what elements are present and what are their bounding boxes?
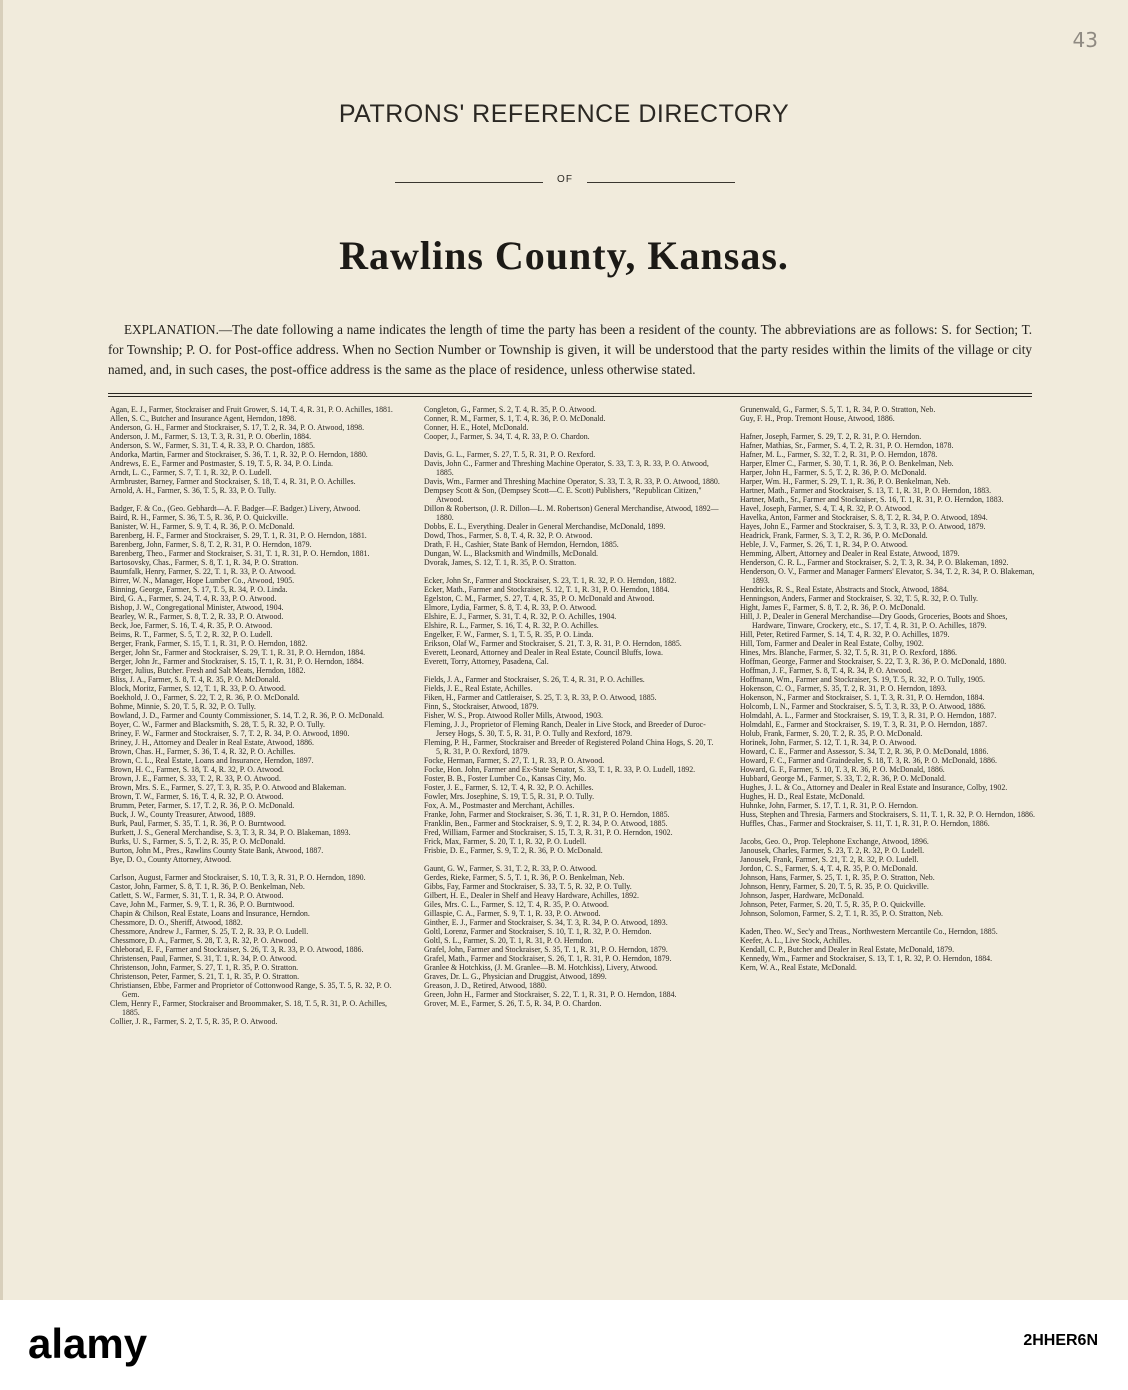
directory-entry: Hartner, Math., Sr., Farmer and Stockraiser, S. 16, T. 1, R. 31, P. O. Herndon, 1883. [740,495,1004,504]
brand-logo-text: alamy [28,1320,148,1367]
directory-entry: Holcomb, I. N., Farmer and Stockraiser, S. 5, T. 3, R. 33, P. O. Atwood, 1886. [740,702,986,711]
directory-entry: Hight, James F., Farmer, S. 8, T. 2, R. 36, P. O. McDonald. [740,603,926,612]
directory-entry: Dowd, Thos., Farmer, S. 8, T. 4, R. 32, P. O. Atwood. [424,531,593,540]
directory-column-3 [740,405,1036,1285]
directory-entry: Conner, H. E., Hotel, McDonald. [424,423,529,432]
page-title: PATRONS' REFERENCE DIRECTORY [338,100,790,128]
header-rule [108,393,1032,394]
directory-entry: Holmdahl, A. L., Farmer and Stockraiser, S. 19, T. 3, R. 31, P. O. Herndon, 1887. [740,711,997,720]
directory-entry: Andrews, E. E., Farmer and Postmaster, S. 19, T. 5, R. 34, P. O. Linda. [110,459,333,468]
directory-entry: Chapin & Chilson, Real Estate, Loans and Insurance, Herndon. [110,909,310,918]
image-code: 2HHER6N [1023,1332,1098,1349]
directory-entry: Bird, G. A., Farmer, S. 24, T. 4, R. 33, P. O. Atwood. [110,594,277,603]
directory-column-1 [110,405,406,1285]
directory-entry: Engelker, F. W., Farmer, S. 1, T. 5, R. 35, P. O. Linda. [424,630,594,639]
directory-entry: Fleming, P. H., Farmer, Stockraiser and Breeder of Registered Poland China Hogs, S. 20, T. 5, R. 31, P. O. Rexford, 1879. [424,738,714,756]
directory-entry: Kendall, C. P., Butcher and Dealer in Real Estate, McDonald, 1879. [740,945,955,954]
directory-entry: Arndt, L. C., Farmer, S. 7, T. 1, R. 32, P. O. Ludell. [110,468,272,477]
directory-entry: Andorka, Martin, Farmer and Stockraiser, S. 36, T. 1, R. 32, P. O. Herndon, 1880. [110,450,368,459]
directory-entry: Clem, Henry F., Farmer, Stockraiser and Broommaker, S. 18, T. 5, R. 31, P. O. Achilles, 1885. [110,999,387,1017]
directory-entry: Hayes, John E., Farmer and Stockraiser, S. 3, T. 3, R. 33, P. O. Atwood, 1879. [740,522,986,531]
directory-entry: Anderson, J. M., Farmer, S. 13, T. 3, R. 31, P. O. Oberlin, 1884. [110,432,312,441]
directory-entry: Christiansen, Ebbe, Farmer and Proprietor of Cottonwood Range, S. 35, T. 5, R. 32, P. O. Gem. [110,981,392,999]
directory-entry: Franklin, Ben., Farmer and Stockraiser, S. 9, T. 2, R. 34, P. O. Atwood, 1885. [424,819,668,828]
directory-entry: Graves, Dr. L. G., Physician and Druggist, Atwood, 1899. [424,972,607,981]
directory-entry: Gerdes, Rieke, Farmer, S. 5, T. 1, R. 36, P. O. Benkelman, Neb. [424,873,625,882]
directory-entry: Goltl, S. L., Farmer, S. 20, T. 1, R. 31, P. O. Herndon. [424,936,594,945]
directory-entry: Carlson, August, Farmer and Stockraiser, S. 10, T. 3, R. 31, P. O. Herndon, 1890. [110,873,366,882]
directory-entry: Kern, W. A., Real Estate, McDonald. [740,963,857,972]
directory-entry: Erikson, Olaf W., Farmer and Stockraiser, S. 21, T. 3, R. 31, P. O. Herndon, 1885. [424,639,682,648]
directory-entry: Fox, A. M., Postmaster and Merchant, Achilles. [424,801,575,810]
directory-entry: Bishop, J. W., Congregational Minister, Atwood, 1904. [110,603,284,612]
directory-entry: Burk, Paul, Farmer, S. 35, T. 1, R. 36, P. O. Burntwood. [110,819,286,828]
directory-entry: Davis, John C., Farmer and Threshing Machine Operator, S. 33, T. 3, R. 33, P. O. Atwood, 1885. [424,459,709,477]
directory-entry: Barenberg, H. F., Farmer and Stockraiser, S. 29, T. 1, R. 31, P. O. Herndon, 1881. [110,531,367,540]
directory-entry: Huhnke, John, Farmer, S. 17, T. 1, R. 31, P. O. Herndon. [740,801,919,810]
header-rule-secondary [108,396,1032,397]
directory-entry: Chessmore, D. A., Farmer, S. 28, T. 3, R. 32, P. O. Atwood. [110,936,298,945]
directory-entry: Howard, C. E., Farmer and Assessor, S. 34, T. 2, R. 36, P. O. McDonald, 1886. [740,747,989,756]
directory-entry: Hemming, Albert, Attorney and Dealer in Real Estate, Atwood, 1879. [740,549,960,558]
directory-entry: Badger, F. & Co., (Geo. Gebhardt—A. F. Badger—F. Badger.) Livery, Atwood. [110,504,361,513]
divider-rule-right [587,182,735,183]
directory-entry: Brown, J. E., Farmer, S. 33, T. 2, R. 33, P. O. Atwood. [110,774,281,783]
directory-entry: Holub, Frank, Farmer, S. 20, T. 2, R. 35, P. O. McDonald. [740,729,923,738]
directory-entry: Hines, Mrs. Blanche, Farmer, S. 32, T. 5, R. 31, P. O. Rexford, 1886. [740,648,958,657]
directory-entry: Bartosovsky, Chas., Farmer, S. 8, T. 1, R. 34, P. O. Stratton. [110,558,299,567]
directory-entry: Franke, John, Farmer and Stockraiser, S. 36, T. 1, R. 31, P. O. Herndon, 1885. [424,810,670,819]
directory-entry: Anderson, S. W., Farmer, S. 31, T. 4, R. 33, P. O. Chardon, 1885. [110,441,315,450]
directory-entry: Elmore, Lydia, Farmer, S. 8, T. 4, R. 33, P. O. Atwood. [424,603,597,612]
directory-entry: Berger, John Sr., Farmer and Stockraiser, S. 29, T. 1, R. 31, P. O. Herndon, 1884. [110,648,366,657]
directory-entry: Greason, J. D., Retired, Atwood, 1880. [424,981,547,990]
directory-entry: Gibbs, Fay, Farmer and Stockraiser, S. 33, T. 5, R. 32, P. O. Tully. [424,882,632,891]
directory-entry: Frick, Max, Farmer, S. 20, T. 1, R. 32, P. O. Ludell. [424,837,587,846]
directory-entry: Green, John H., Farmer and Stockraiser, S. 22, T. 1, R. 31, P. O. Herndon, 1884. [424,990,677,999]
directory-entry: Congleton, G., Farmer, S. 2, T. 4, R. 35, P. O. Atwood. [424,405,597,414]
directory-entry: Hafner, Joseph, Farmer, S. 29, T. 2, R. 31, P. O. Herndon. [740,432,922,441]
directory-entry: Frisbie, D. E., Farmer, S. 9, T. 2, R. 36, P. O. McDonald. [424,846,603,855]
directory-entry: Barenberg, Theo., Farmer and Stockraiser, S. 31, T. 1, R. 31, P. O. Herndon, 1881. [110,549,370,558]
directory-entry: Briney, F. W., Farmer and Stockraiser, S. 7, T. 2, R. 34, P. O. Atwood, 1890. [110,729,350,738]
directory-entry: Beck, Joe, Farmer, S. 16, T. 4, R. 35, P. O. Atwood. [110,621,273,630]
directory-entry: Fred, William, Farmer and Stockraiser, S. 15, T. 3, R. 31, P. O. Herndon, 1902. [424,828,673,837]
explanation-paragraph: EXPLANATION.—The date following a name indicates the length of time the party has been a resident of the county. The abbreviations are as follows: S. for Section; T. for Township; P. O. for Post-office address. When no Section Number or Township is given, it will be understood that the party resides within the limits of the village or city named, and, in such cases, the post-office address is the same as the place of residence, unless otherwise stated. [108,322,1032,377]
directory-entry: Hoffman, George, Farmer and Stockraiser, S. 22, T. 3, R. 36, P. O. McDonald, 1880. [740,657,1007,666]
directory-entry: Brown, H. C., Farmer, S. 18, T. 4, R. 32, P. O. Atwood. [110,765,284,774]
directory-entry: Cave, John M., Farmer, S. 9, T. 1, R. 36, P. O. Burntwood. [110,900,295,909]
directory-entry: Keefer, A. L., Live Stock, Achilles. [740,936,852,945]
directory-entry: Focke, Herman, Farmer, S. 27, T. 1, R. 33, P. O. Atwood. [424,756,605,765]
directory-entry: Buck, J. W., County Treasurer, Atwood, 1889. [110,810,256,819]
directory-entry: Castor, John, Farmer, S. 8, T. 1, R. 36, P. O. Benkelman, Neb. [110,882,305,891]
directory-entry: Harper, John H., Farmer, S. 5, T. 2, R. 36, P. O. McDonald. [740,468,927,477]
directory-entry: Hughes, J. L. & Co., Attorney and Dealer in Real Estate and Insurance, Colby, 1902. [740,783,1008,792]
directory-entry: Granlee & Hotchkiss, (J. M. Granlee—B. M. Hotchkiss), Livery, Atwood. [424,963,658,972]
directory-entry: Hughes, H. D., Real Estate, McDonald. [740,792,865,801]
directory-entry: Henningson, Anders, Farmer and Stockraiser, S. 32, T. 5, R. 32, P. O. Tully. [740,594,979,603]
directory-entry: Johnson, Peter, Farmer, S. 20, T. 5, R. 35, P. O. Quickville. [740,900,926,909]
directory-entry: Grunenwald, G., Farmer, S. 5, T. 1, R. 34, P. O. Stratton, Neb. [740,405,936,414]
directory-entry: Jordon, C. S., Farmer, S. 4, T. 4, R. 35, P. O. McDonald. [740,864,918,873]
directory-entry: Fiken, H., Farmer and Cattleraiser, S. 25, T. 3, R. 33, P. O. Atwood, 1885. [424,693,657,702]
directory-entry: Hill, J. P., Dealer in General Merchandise—Dry Goods, Groceries, Boots and Shoes, Hardware, Tinware, Crockery, etc., S. 17, T. 4, R. 31, P. O. Achilles, 1879. [740,612,1008,630]
directory-entry: Beims, R. T., Farmer, S. 5, T. 2, R. 32, P. O. Ludell. [110,630,273,639]
directory-entry: Berger, John Jr., Farmer and Stockraiser, S. 15, T. 1, R. 31, P. O. Herndon, 1884. [110,657,364,666]
directory-entry: Hafner, M. L., Farmer, S. 32, T. 2, R. 31, P. O. Herndon, 1878. [740,450,938,459]
directory-entry: Fleming, J. J., Proprietor of Fleming Ranch, Dealer in Live Stock, and Breeder of Duroc-Jersey Hogs, S. 30, T. 5, R. 31, P. O. Tully and Rexford, 1879. [424,720,706,738]
directory-entry: Christenson, John, Farmer, S. 27, T. 1, R. 35, P. O. Stratton. [110,963,299,972]
directory-entry: Christensen, Paul, Farmer, S. 31, T. 1, R. 34, P. O. Atwood. [110,954,297,963]
directory-entry: Giles, Mrs. C. L., Farmer, S. 12, T. 4, R. 35, P. O. Atwood. [424,900,609,909]
directory-entry: Howard, F. C., Farmer and Graindealer, S. 18, T. 3, R. 36, P. O. McDonald, 1886. [740,756,997,765]
directory-entry: Dvorak, James, S. 12, T. 1, R. 35, P. O. Stratton. [424,558,577,567]
directory-entry: Elshire, R. L., Farmer, S. 16, T. 4, R. 32, P. O. Achilles. [424,621,599,630]
directory-entry: Dobbs, E. L., Everything. Dealer in General Merchandise, McDonald, 1899. [424,522,666,531]
directory-entry: Burton, John M., Pres., Rawlins County State Bank, Atwood, 1887. [110,846,324,855]
directory-entry: Kennedy, Wm., Farmer and Stockraiser, S. 13, T. 1, R. 32, P. O. Herndon, 1884. [740,954,993,963]
directory-entry: Fisher, W. S., Prop. Atwood Roller Mills, Atwood, 1903. [424,711,603,720]
directory-entry: Elshire, E. J., Farmer, S. 31, T. 4, R. 32, P. O. Achilles, 1904. [424,612,617,621]
directory-entry: Hill, Tom, Farmer and Dealer in Real Estate, Colby, 1902. [740,639,924,648]
directory-entry: Barenberg, John, Farmer, S. 8, T. 2, R. 31, P. O. Herndon, 1879. [110,540,312,549]
directory-entry: Boyer, C. W., Farmer and Blacksmith, S. 28, T. 5, R. 32, P. O. Tully. [110,720,326,729]
directory-entry: Hoffmann, Wm., Farmer and Stockraiser, S. 19, T. 5, R. 32, P. O. Tully, 1905. [740,675,985,684]
directory-entry: Brumm, Peter, Farmer, S. 17, T. 2, R. 36, P. O. McDonald. [110,801,295,810]
directory-entry: Finn, S., Stockraiser, Atwood, 1879. [424,702,539,711]
directory-entry: Arnold, A. H., Farmer, S. 36, T. 5, R. 33, P. O. Tully. [110,486,276,495]
directory-entry: Focke, Hon. John, Farmer and Ex-State Senator, S. 33, T. 1, R. 33, P. O. Ludell, 1892. [424,765,696,774]
directory-entry: Ecker, John Sr., Farmer and Stockraiser, S. 23, T. 1, R. 32, P. O. Herndon, 1882. [424,576,677,585]
directory-entry: Block, Moritz, Farmer, S. 12, T. 1, R. 33, P. O. Atwood. [110,684,286,693]
directory-entry: Brown, Mrs. S. E., Farmer, S. 27, T. 3, R. 35, P. O. Atwood and Blakeman. [110,783,347,792]
directory-entry: Boekhold, J. O., Farmer, S. 22, T. 2, R. 36, P. O. McDonald. [110,693,300,702]
directory-entry: Hokenson, C. O., Farmer, S. 35, T. 2, R. 31, P. O. Herndon, 1893. [740,684,947,693]
directory-entry: Burkett, J. S., General Merchandise, S. 3, T. 3, R. 34, P. O. Blakeman, 1893. [110,828,351,837]
directory-entry: Janousek, Frank, Farmer, S. 21, T. 2, R. 32, P. O. Ludell. [740,855,919,864]
directory-entry: Havelka, Anton, Farmer and Stockraiser, S. 8, T. 2, R. 34, P. O. Atwood, 1894. [740,513,988,522]
directory-entry: Ginther, E. J., Farmer and Stockraiser, S. 34, T. 3, R. 34, P. O. Atwood, 1893. [424,918,668,927]
directory-entry: Johnson, Henry, Farmer, S. 20, T. 5, R. 35, P. O. Quickville. [740,882,929,891]
directory-entry: Bohme, Minnie, S. 20, T. 5, R. 32, P. O. Tully. [110,702,256,711]
directory-entry: Jacobs, Geo. O., Prop. Telephone Exchange, Atwood, 1896. [740,837,929,846]
directory-entry: Goltl, Lorenz, Farmer and Stockraiser, S. 10, T. 1, R. 32, P. O. Herndon. [424,927,652,936]
directory-entry: Baird, R. H., Farmer, S. 36, T. 5, R. 36, P. O. Quickville. [110,513,289,522]
directory-entry: Gillaspie, C. A., Farmer, S. 9, T. 1, R. 33, P. O. Atwood. [424,909,601,918]
directory-entry: Hill, Peter, Retired Farmer, S. 14, T. 4, R. 32, P. O. Achilles, 1879. [740,630,950,639]
directory-entry: Heble, J. V., Farmer, S. 26, T. 1, R. 34, P. O. Atwood. [740,540,908,549]
county-title: Rawlins County, Kansas. [339,233,789,278]
directory-entry: Bliss, J. A., Farmer, S. 8, T. 4, R. 35, P. O. McDonald. [110,675,281,684]
directory-entry: Catlett, S. W., Farmer, S. 31, T. 1, R. 34, P. O. Atwood. [110,891,284,900]
of-divider [395,172,735,192]
directory-entry: Kaden, Theo. W., Sec'y and Treas., Northwestern Mercantile Co., Herndon, 1885. [740,927,998,936]
directory-entry: Berger, Julius, Butcher. Fresh and Salt Meats, Herndon, 1882. [110,666,306,675]
directory-entry: Dillon & Robertson, (J. R. Dillon—L. M. Robertson) General Merchandise, Atwood, 1892—1880. [424,504,719,522]
directory-entry: Everett, Torry, Attorney, Pasadena, Cal. [424,657,549,666]
directory-entry: Hendricks, R. S., Real Estate, Abstracts and Stock, Atwood, 1884. [740,585,949,594]
directory-entry: Grafel, Math., Farmer and Stockraiser, S. 26, T. 1, R. 31, P. O. Herndon, 1879. [424,954,672,963]
directory-entry: Bearley, W. R., Farmer, S. 8, T. 2, R. 33, P. O. Atwood. [110,612,284,621]
directory-entry: Bowland, J. D., Farmer and County Commissioner, S. 14, T. 2, R. 36, P. O. McDonald. [110,711,385,720]
directory-entry: Henderson, O. V., Farmer and Manager Farmers' Elevator, S. 34, T. 2, R. 34, P. O. Blakeman, 1893. [740,567,1035,585]
directory-entry: Brown, C. L., Real Estate, Loans and Insurance, Herndon, 1897. [110,756,314,765]
directory-entry: Brown, Chas. H., Farmer, S. 36, T. 4, R. 32, P. O. Achilles. [110,747,296,756]
directory-entry: Fields, J. E., Real Estate, Achilles. [424,684,533,693]
directory-entry: Fowler, Mrs. Josephine, S. 19, T. 5, R. 31, P. O. Tully. [424,792,595,801]
directory-entry: Berger, Frank, Farmer, S. 15, T. 1, R. 31, P. O. Herndon, 1882. [110,639,308,648]
directory-entry: Bye, D. O., County Attorney, Atwood. [110,855,232,864]
directory-entry: Grover, M. E., Farmer, S. 26, T. 5, R. 34, P. O. Chardon. [424,999,602,1008]
directory-entry: Chessmore, D. O., Sheriff, Atwood, 1882. [110,918,243,927]
directory-entry: Collier, J. R., Farmer, S. 2, T. 5, R. 35, P. O. Atwood. [110,1017,278,1026]
directory-entry: Grafel, John, Farmer and Stockraiser, S. 35, T. 1, R. 31, P. O. Herndon, 1879. [424,945,668,954]
divider-label: OF [557,174,573,185]
directory-entry: Hoffman, J. F., Farmer, S. 8, T. 4, R. 34, P. O. Atwood. [740,666,913,675]
directory-entry: Gilbert, H. E., Dealer in Shelf and Heavy Hardware, Achilles, 1892. [424,891,639,900]
directory-entry: Headrick, Frank, Farmer, S. 3, T. 2, R. 36, P. O. McDonald. [740,531,928,540]
directory-entry: Brown, T. W., Farmer, S. 16, T. 4, R. 32, P. O. Atwood. [110,792,284,801]
directory-entry: Horinek, John, Farmer, S. 12, T. 1, R. 34, P. O. Atwood. [740,738,917,747]
directory-entry: Egelston, C. M., Farmer, S. 27, T. 4, R. 35, P. O. McDonald and Atwood. [424,594,655,603]
directory-entry: Hubbard, George M., Farmer, S. 33, T. 2, R. 36, P. O. McDonald. [740,774,946,783]
directory-entry: Johnson, Solomon, Farmer, S. 2, T. 1, R. 35, P. O. Stratton, Neb. [740,909,944,918]
directory-entry: Burks, U. S., Farmer, S. 5, T. 2, R. 35, P. O. McDonald. [110,837,286,846]
directory-entry: Cooper, J., Farmer, S. 34, T. 4, R. 33, P. O. Chardon. [424,432,590,441]
directory-entry: Banister, W. H., Farmer, S. 9, T. 4, R. 36, P. O. McDonald. [110,522,295,531]
directory-entry: Hafner, Mathias, Sr., Farmer, S. 4, T. 2, R. 31, P. O. Herndon, 1878. [740,441,954,450]
directory-entry: Hartner, Math., Farmer and Stockraiser, S. 13, T. 1, R. 31, P. O. Herndon, 1883. [740,486,992,495]
footer-strip [0,1300,1128,1390]
directory-entry: Anderson, G. H., Farmer and Stockraiser, S. 17, T. 2, R. 34, P. O. Atwood, 1898. [110,423,365,432]
directory-entry: Johnson, Hans, Farmer, S. 25, T. 1, R. 35, P. O. Stratton, Neb. [740,873,935,882]
directory-entry: Holmdahl, E., Farmer and Stockraiser, S. 19, T. 3, R. 31, P. O. Herndon, 1887. [740,720,988,729]
directory-entry: Conner, R. M., Farmer, S. 1, T. 4, R. 36, P. O. McDonald. [424,414,606,423]
directory-entry: Dempsey Scott & Son, (Dempsey Scott—C. E. Scott) Publishers, "Republican Citizen," Atwood. [424,486,702,504]
directory-entry: Huffles, Chas., Farmer and Stockraiser, S. 11, T. 1, R. 31, P. O. Herndon, 1886. [740,819,990,828]
directory-entry: Dungan, W. L., Blacksmith and Windmills, McDonald. [424,549,598,558]
directory-entry: Henderson, C. R. L., Farmer and Stockraiser, S. 2, T. 3, R. 34, P. O. Blakeman, 1892. [740,558,1009,567]
directory-entry: Chleborad, E. F., Farmer and Stockraiser, S. 26, T. 3, R. 33, P. O. Atwood, 1886. [110,945,364,954]
directory-column-2 [424,405,720,1285]
directory-entry: Howard, G. F., Farmer, S. 10, T. 3, R. 36, P. O. McDonald, 1886. [740,765,945,774]
directory-entry: Chessmore, Andrew J., Farmer, S. 25, T. 2, R. 33, P. O. Ludell. [110,927,309,936]
directory-entry: Foster, J. E., Farmer, S. 12, T. 4, R. 32, P. O. Achilles. [424,783,594,792]
directory-entry: Davis, G. L., Farmer, S. 27, T. 5, R. 31, P. O. Rexford. [424,450,596,459]
directory-entry: Harper, Wm. H., Farmer, S. 29, T. 1, R. 36, P. O. Benkelman, Neb. [740,477,951,486]
directory-entry: Christenson, Peter, Farmer, S. 21, T. 1, R. 35, P. O. Stratton. [110,972,300,981]
directory-entry: Huss, Stephen and Thresia, Farmers and Stockraisers, S. 11, T. 1, R. 32, P. O. Herndon, 1886. [740,810,1035,819]
directory-entry: Ecker, Math., Farmer and Stockraiser, S. 12, T. 1, R. 31, P. O. Herndon, 1884. [424,585,670,594]
directory-entry: Davis, Wm., Farmer and Threshing Machine Operator, S. 33, T. 3, R. 33, P. O. Atwood, 1880. [424,477,720,486]
directory-entry: Armbruster, Barney, Farmer and Stockraiser, S. 18, T. 4, R. 31, P. O. Achilles. [110,477,356,486]
directory-entry: Agan, E. J., Farmer, Stockraiser and Fruit Grower, S. 14, T. 4, R. 31, P. O. Achilles, 1881. [110,405,393,414]
page-number: 43 [1072,28,1098,52]
directory-entry: Janousek, Charles, Farmer, S. 23, T. 2, R. 32, P. O. Ludell. [740,846,925,855]
directory-entry: Everett, Leonard, Attorney and Dealer in Real Estate, Council Bluffs, Iowa. [424,648,663,657]
directory-entry: Baumfalk, Henry, Farmer, S. 22, T. 1, R. 33, P. O. Atwood. [110,567,296,576]
directory-entry: Johnson, Jasper, Hardware, McDonald. [740,891,864,900]
directory-entry: Harper, Elmer C., Farmer, S. 30, T. 1, R. 36, P. O. Benkelman, Neb. [740,459,954,468]
directory-entry: Hokenson, N., Farmer and Stockraiser, S. 1, T. 3, R. 31, P. O. Herndon, 1884. [740,693,985,702]
directory-entry: Foster, B. B., Foster Lumber Co., Kansas City, Mo. [424,774,587,783]
directory-entry: Gaunt, G. W., Farmer, S. 31, T. 2, R. 33, P. O. Atwood. [424,864,597,873]
directory-entry: Allen, S. C., Butcher and Insurance Agent, Herndon, 1898. [110,414,297,423]
directory-entry: Fields, J. A., Farmer and Stockraiser, S. 26, T. 4, R. 31, P. O. Achilles. [424,675,645,684]
alamy-logo-icon [28,1318,218,1372]
directory-entry: Guy, F. H., Prop. Tremont House, Atwood, 1886. [740,414,895,423]
directory-entry: Havel, Joseph, Farmer, S. 4, T. 4, R. 32, P. O. Atwood. [740,504,912,513]
directory-entry: Birrer, W. N., Manager, Hope Lumber Co., Atwood, 1905. [110,576,295,585]
directory-entry: Binning, George, Farmer, S. 17, T. 5, R. 34, P. O. Linda. [110,585,288,594]
directory-entry: Briney, J. H., Attorney and Dealer in Real Estate, Atwood, 1886. [110,738,314,747]
directory-entry: Drath, F. H., Cashier, State Bank of Herndon, Herndon, 1885. [424,540,619,549]
